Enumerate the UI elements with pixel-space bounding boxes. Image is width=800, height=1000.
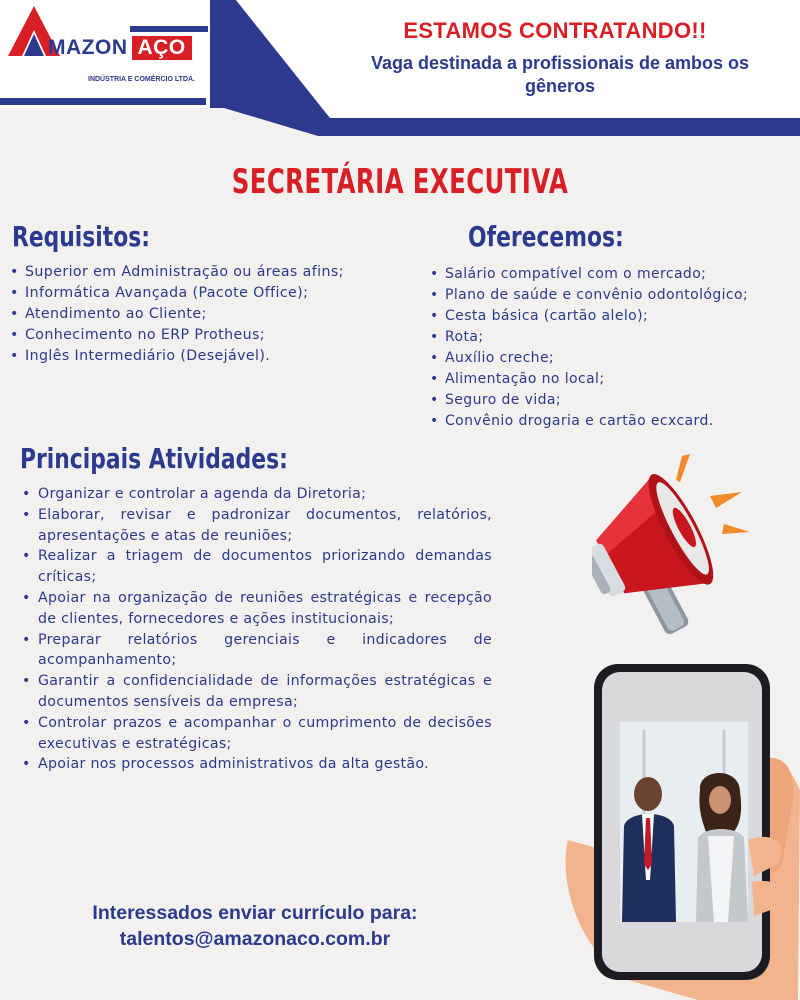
oferecemos-heading: Oferecemos:	[468, 220, 624, 253]
list-item: • Convênio drogaria e cartão ecxcard.	[430, 411, 748, 432]
job-title: SECRETÁRIA EXECUTIVA	[231, 162, 569, 202]
list-item: • Apoiar na organização de reuniões estratégicas e recepção de clientes, fornecedores e ações institucionais;	[22, 588, 492, 630]
oferecemos-list	[430, 264, 748, 432]
atividades-heading: Principais Atividades:	[20, 442, 288, 475]
list-item: • Rota;	[430, 327, 748, 348]
list-item: • Auxílio creche;	[430, 348, 748, 369]
list-item: • Preparar relatórios gerenciais e indicadores de acompanhamento;	[22, 630, 492, 672]
atividades-list	[22, 484, 492, 775]
list-item: • Apoiar nos processos administrativos da alta gestão.	[22, 754, 492, 775]
contact-info	[40, 900, 470, 952]
contact-email[interactable]: talentos@amazonaco.com.br	[119, 928, 391, 950]
requisitos-heading: Requisitos:	[12, 220, 150, 253]
list-item: • Conhecimento no ERP Protheus;	[10, 325, 344, 346]
list-item: • Realizar a triagem de documentos priorizando demandas críticas;	[22, 546, 492, 588]
list-item: • Cesta básica (cartão alelo);	[430, 306, 748, 327]
company-logo	[0, 0, 210, 95]
list-item: • Inglês Intermediário (Desejável).	[10, 346, 344, 367]
list-item: • Plano de saúde e convênio odontológico;	[430, 285, 748, 306]
list-item: • Organizar e controlar a agenda da Diretoria;	[22, 484, 492, 505]
list-item: • Controlar prazos e acompanhar o cumprimento de decisões executivas e estratégicas;	[22, 713, 492, 755]
logo-tagline: INDÚSTRIA E COMÉRCIO LTDA.	[88, 76, 195, 83]
logo-stripe	[130, 26, 210, 34]
list-item: • Atendimento ao Cliente;	[10, 304, 344, 325]
list-item: • Informática Avançada (Pacote Office);	[10, 283, 344, 304]
list-item: • Seguro de vida;	[430, 390, 748, 411]
smartphone-with-professionals-photo	[548, 650, 800, 1000]
list-item: • Alimentação no local;	[430, 369, 748, 390]
hiring-subtitle: Vaga destinada a profissionais de ambos os gêneros	[370, 53, 750, 96]
list-item: • Superior em Administração ou áreas afins;	[10, 262, 344, 283]
list-item: • Garantir a confidencialidade de informações estratégicas e documentos sensíveis da empresa;	[22, 671, 492, 713]
list-item: • Salário compatível com o mercado;	[430, 264, 748, 285]
requisitos-list	[10, 262, 344, 367]
list-item: • Elaborar, revisar e padronizar documentos, relatórios, apresentações e atas de reuniões;	[22, 505, 492, 547]
contact-line: Interessados enviar currículo para:	[92, 902, 418, 924]
hiring-announcement: ESTAMOS CONTRATANDO!!	[403, 18, 707, 43]
megaphone-icon	[592, 452, 752, 642]
logo-name: MAZON AÇO	[48, 36, 192, 60]
